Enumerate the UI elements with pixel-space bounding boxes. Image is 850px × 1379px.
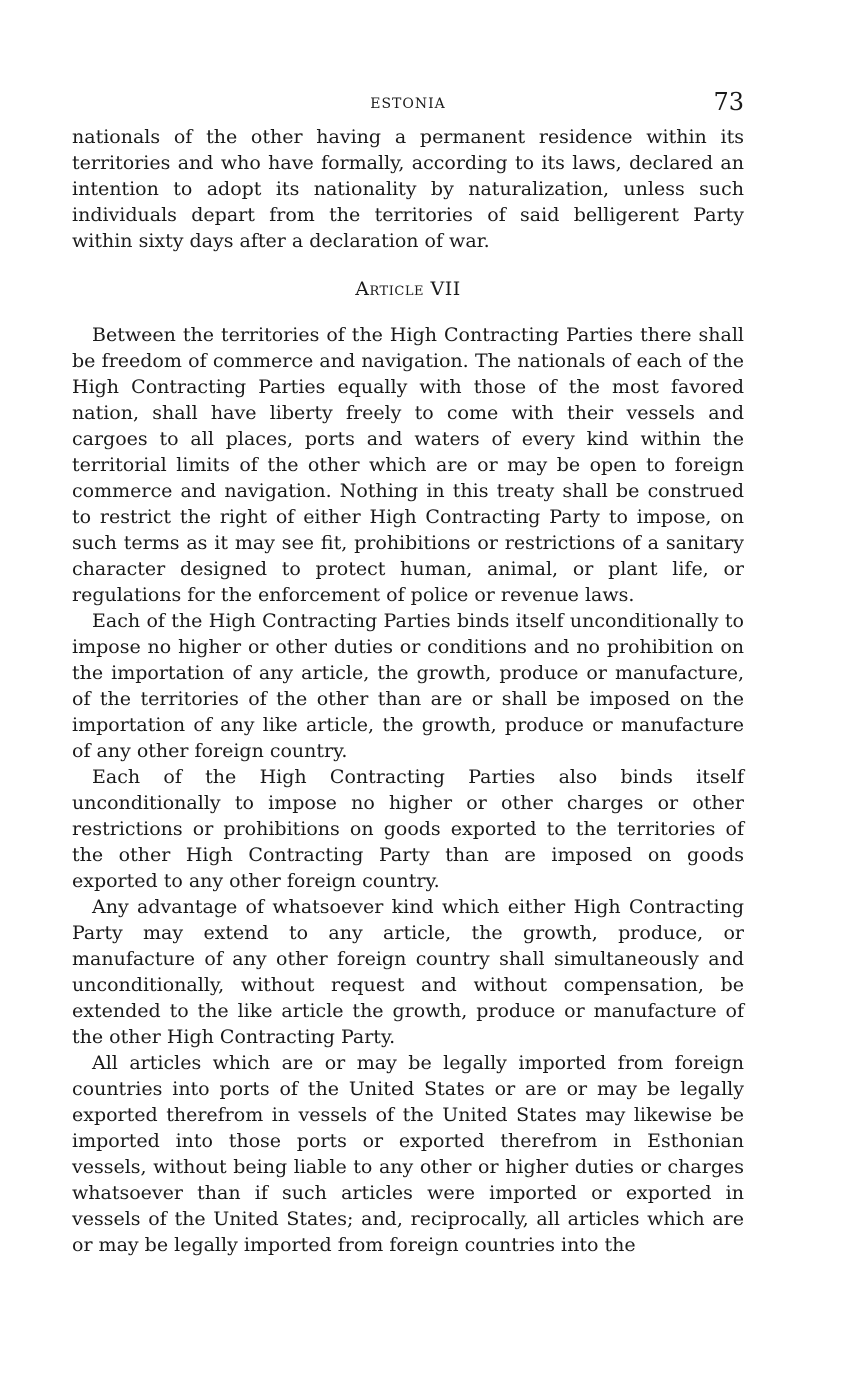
article-heading: Article VII <box>355 278 461 300</box>
body-text <box>72 124 744 1258</box>
running-title: ESTONIA <box>370 96 446 112</box>
paragraph: Any advantage of whatsoever kind which either High Contracting Party may extend to any article, the growth, produce, or manufacture of any other foreign country shall simultaneously and unconditionally, without request and without compensation, be extended to the like article the growth, produce or manufacture of the other High Contracting Party. <box>72 896 744 1048</box>
page-number: 73 <box>713 88 744 116</box>
paragraph: Between the territories of the High Contracting Parties there shall be freedom of commerce and navigation. The nationals of each of the High Contracting Parties equally with those of the most favored nation, shall have liberty freely to come with their vessels and cargoes to all places, ports and waters of every kind within the territorial limits of the other which are or may be open to foreign commerce and navigation. Nothing in this treaty shall be construed to restrict the right of either High Contracting Party to impose, on such terms as it may see fit, prohibitions or restrictions of a sanitary character designed to protect human, animal, or plant life, or regulations for the enforcement of police or revenue laws. <box>72 324 744 606</box>
running-head <box>72 88 744 124</box>
document-page <box>72 88 744 1258</box>
paragraph: Each of the High Contracting Parties binds itself unconditionally to impose no higher or other duties or conditions and no prohibition on the importation of any article, the growth, produce or manufacture, of the territories of the other than are or shall be imposed on the importation of any like article, the growth, produce or manufacture of any other foreign country. <box>72 610 744 762</box>
paragraph: Each of the High Contracting Parties also binds itself unconditionally to impose no higher or other charges or other restrictions or prohibitions on goods exported to the territories of the other High Contracting Party than are imposed on goods exported to any other foreign country. <box>72 766 744 892</box>
paragraph: All articles which are or may be legally imported from foreign countries into ports of the United States or are or may be legally exported therefrom in vessels of the United States may likewise be imported into those ports or exported therefrom in Esthonian vessels, without being liable to any other or higher duties or charges whatsoever than if such articles were imported or exported in vessels of the United States; and, reciprocally, all articles which are or may be legally imported from foreign countries into the <box>72 1052 744 1256</box>
continued-paragraph: nationals of the other having a permanent residence within its territories and who have formally, according to its laws, declared an intention to adopt its nationality by naturalization, unless such individuals depart from the territories of said belligerent Party within sixty days after a declaration of war. <box>72 126 744 252</box>
